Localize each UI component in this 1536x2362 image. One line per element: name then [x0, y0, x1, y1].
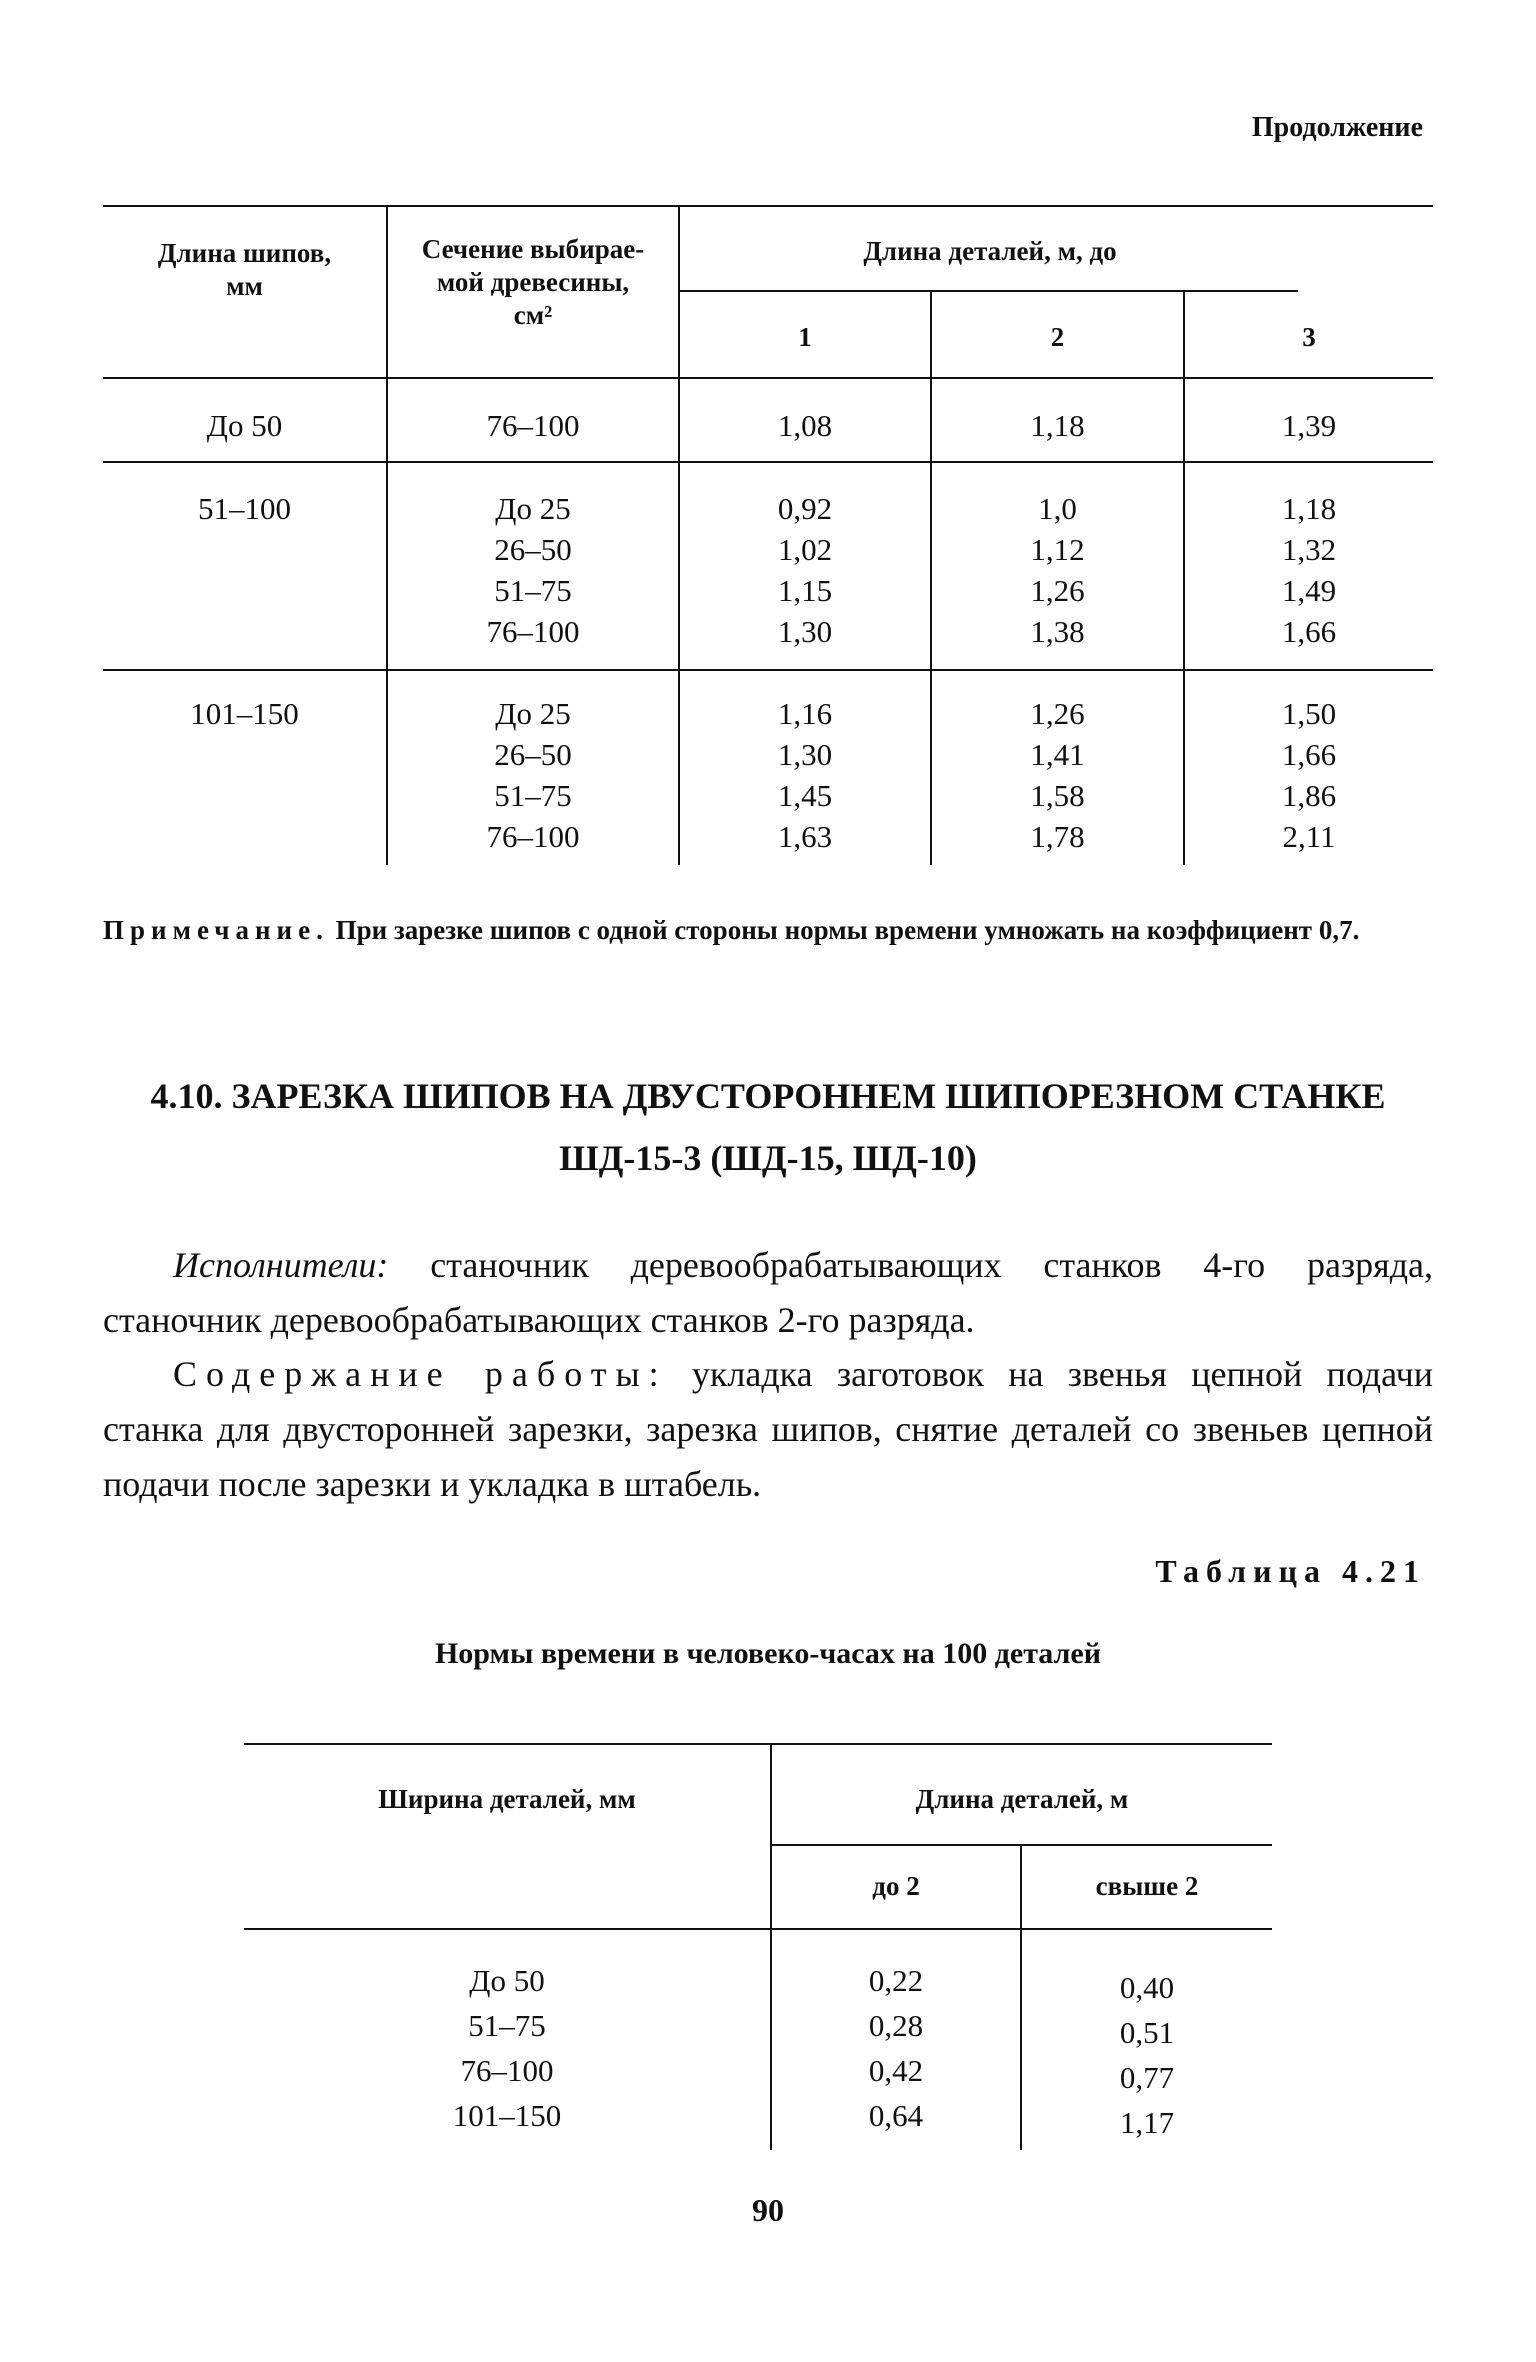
- table-rule-header-bottom: [103, 377, 1433, 379]
- row3-v3: 1,50 1,66 1,86 2,11: [1281, 696, 1337, 854]
- row2-v1: 0,92 1,02 1,15 1,30: [777, 491, 833, 649]
- list-item: 0,42: [868, 2053, 924, 2088]
- header-sub-1: 1: [798, 322, 812, 352]
- performers-label: Исполнители:: [173, 1245, 389, 1285]
- row3-length: 101–150: [190, 696, 299, 731]
- list-item: 0,51: [1119, 2015, 1175, 2050]
- row1-v2: 1,18: [1030, 408, 1085, 443]
- note-label: Примечание.: [103, 915, 329, 945]
- row1-v3: 1,39: [1281, 408, 1337, 443]
- content-paragraph: [103, 1347, 1433, 1512]
- list-item: 1,17: [1119, 2105, 1175, 2140]
- list-item: 0,40: [1119, 1970, 1175, 2005]
- upto2-column: [772, 1958, 1020, 2138]
- header-sub-3: 3: [1302, 322, 1316, 352]
- content-text: укладка заготовок на звенья цепной подачи станка для двусторонней зарезки, зарезка шипов, снятие деталей со звеньев цепной подачи после зарезки и укладка в штабель.: [103, 1354, 1434, 1504]
- table-number: Таблица 4.21: [1155, 1553, 1426, 1589]
- row3-sections: До 25 26–50 51–75 76–100: [486, 696, 580, 854]
- table-time-norms-tenon-length: [103, 205, 1431, 865]
- header-over2: свыше 2: [1095, 1871, 1199, 1901]
- header-length2: Длина деталей, м: [915, 1784, 1129, 1814]
- list-item: 101–150: [452, 2098, 562, 2133]
- over2-column: [1022, 1965, 1272, 2145]
- list-item: 0,28: [868, 2008, 924, 2043]
- header-upto2: до 2: [872, 1871, 920, 1901]
- continuation-label: Продолжение: [1251, 112, 1423, 143]
- list-item: 76–100: [460, 2053, 554, 2088]
- row2-length: 51–100: [198, 491, 291, 526]
- header-section: Сечение выбирае- мой древесины, см²: [421, 234, 645, 330]
- table-time-norms-width: [244, 1743, 1272, 2150]
- list-item: 0,22: [868, 1963, 924, 1998]
- section-title: 4.10. ЗАРЕЗКА ШИПОВ НА ДВУСТОРОННЕМ ШИПОРЕЗНОМ СТАНКЕ: [150, 1076, 1386, 1116]
- list-item: 0,77: [1119, 2060, 1175, 2095]
- table2-rule-header-bottom: [244, 1928, 1272, 1930]
- table-caption: Нормы времени в человеко-часах на 100 деталей: [434, 1637, 1102, 1670]
- row1-length: До 50: [206, 408, 283, 443]
- table2-rule-top: [244, 1743, 1272, 1745]
- widths-column: [244, 1958, 770, 2138]
- note-text: При зарезке шипов с одной стороны нормы времени умножать на коэффициент 0,7.: [328, 915, 1360, 945]
- table-rule-row2: [103, 669, 1433, 671]
- table-rule-top: [103, 205, 1433, 207]
- row3-v2: 1,26 1,41 1,58 1,78: [1030, 696, 1085, 854]
- row2-v3: 1,18 1,32 1,49 1,66: [1281, 491, 1337, 649]
- page-number: 90: [752, 2192, 784, 2228]
- list-item: 0,64: [868, 2098, 924, 2133]
- header-detail-length: Длина деталей, м, до: [863, 236, 1117, 266]
- performers-text: станочник деревообрабатывающих станков 4-го разряда, станочник деревообрабатывающих станков 2-го разряда.: [103, 1245, 1433, 1340]
- table-rule-row1: [103, 461, 1433, 463]
- row1-v1: 1,08: [777, 408, 833, 443]
- header-sub-2: 2: [1050, 322, 1065, 352]
- row2-v2: 1,0 1,12 1,26 1,38: [1030, 491, 1085, 649]
- performers-paragraph: [103, 1238, 1433, 1348]
- header-width: Ширина деталей, мм: [378, 1784, 636, 1814]
- table-note: [103, 911, 1433, 949]
- row3-v1: 1,16 1,30 1,45 1,63: [777, 696, 833, 854]
- table-rule-group: [678, 290, 1298, 292]
- list-item: До 50: [469, 1963, 545, 1998]
- content-label: Содержание работы:: [173, 1354, 668, 1394]
- header-tenon-length: Длина шипов, мм: [157, 238, 332, 301]
- list-item: 51–75: [468, 2008, 546, 2043]
- section-subtitle: ШД-15-3 (ШД-15, ШД-10): [559, 1138, 977, 1178]
- row1-section: 76–100: [486, 408, 580, 443]
- row2-sections: До 25 26–50 51–75 76–100: [486, 491, 580, 649]
